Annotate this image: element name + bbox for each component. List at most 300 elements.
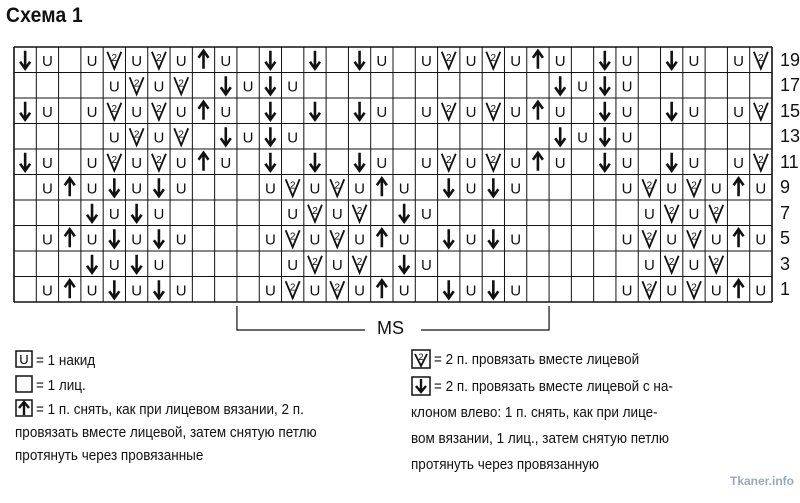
svg-text:2: 2 — [713, 256, 720, 268]
yo-symbol: U — [42, 52, 53, 70]
chart-cell-symbol — [109, 257, 120, 274]
svg-text:2: 2 — [445, 154, 452, 166]
chart-cell-symbol — [354, 231, 365, 248]
chart-cell-symbol — [310, 180, 321, 197]
yo-symbol: U — [710, 282, 722, 300]
chart-cell-symbol — [42, 104, 53, 121]
chart-cell-symbol — [131, 180, 142, 197]
svg-text:2: 2 — [312, 205, 318, 217]
svg-text:2: 2 — [490, 103, 497, 115]
yo-symbol: U — [688, 256, 700, 274]
chart-cell-symbol — [176, 53, 187, 70]
chart-cell-symbol — [20, 102, 30, 120]
chart-cell-symbol — [132, 255, 142, 273]
chart-cell-symbol — [689, 104, 700, 121]
chart-cell-symbol — [354, 282, 365, 299]
yo-symbol: U — [554, 103, 566, 121]
chart-cell-symbol — [353, 205, 367, 222]
yo-symbol: U — [42, 154, 53, 172]
chart-cell-symbol — [65, 280, 75, 298]
yo-symbol: U — [86, 180, 98, 198]
chart-cell-symbol — [376, 53, 387, 70]
chart-cell-symbol — [65, 229, 75, 247]
yo-symbol: U — [465, 154, 477, 172]
chart-cell-symbol — [734, 229, 744, 247]
chart-cell-symbol — [711, 180, 722, 197]
legend-ssk-line3: вом вязании, 1 лиц., затем снятую петлю — [411, 430, 670, 447]
row-number: 17 — [780, 75, 800, 96]
yo-symbol: U — [510, 282, 522, 300]
yo-symbol: U — [621, 52, 633, 70]
chart-cell-symbol — [130, 77, 144, 94]
chart-cell-symbol — [600, 51, 610, 69]
yo-symbol: U — [354, 282, 365, 300]
yo-symbol: U — [398, 231, 410, 249]
yo-symbol: U — [264, 231, 276, 249]
chart-cell-symbol — [510, 180, 521, 197]
yo-symbol: U — [220, 154, 232, 172]
yo-symbol: U — [309, 282, 321, 300]
svg-text:2: 2 — [312, 256, 318, 268]
chart-cell-symbol — [243, 78, 254, 95]
chart-cell-symbol — [107, 154, 121, 171]
yo-symbol: U — [131, 180, 143, 198]
chart-cell-symbol — [711, 231, 722, 248]
chart-cell-symbol — [220, 53, 231, 70]
chart-cell-symbol — [755, 282, 766, 299]
svg-text:2: 2 — [646, 180, 653, 192]
svg-text:2: 2 — [758, 52, 764, 64]
chart-cell-symbol — [176, 155, 187, 172]
yo-symbol: U — [153, 205, 165, 223]
yo-symbol: U — [510, 180, 522, 198]
chart-cell-symbol — [421, 257, 432, 274]
svg-text:2: 2 — [111, 103, 118, 115]
yo-symbol: U — [554, 154, 566, 172]
chart-cell-symbol — [622, 180, 633, 197]
chart-cell-symbol — [667, 51, 677, 69]
chart-cell-symbol — [733, 53, 744, 70]
chart-cell-symbol — [330, 179, 344, 196]
chart-cell-symbol — [733, 104, 744, 121]
chart-cell-symbol — [308, 256, 322, 273]
yo-symbol: U — [510, 103, 522, 121]
chart-cell-symbol — [287, 129, 298, 146]
chart-cell-symbol — [510, 155, 521, 172]
yo-symbol: U — [131, 282, 143, 300]
chart-cell-symbol — [466, 231, 477, 248]
yo-symbol: U — [733, 154, 744, 172]
chart-cell-symbol — [486, 154, 500, 171]
svg-text:2: 2 — [111, 52, 118, 64]
chart-cell-symbol — [442, 154, 456, 171]
chart-cell-symbol — [666, 180, 677, 197]
chart-cell-symbol — [667, 153, 677, 171]
svg-text:2: 2 — [691, 282, 697, 294]
chart-cell-symbol — [555, 76, 565, 94]
yo-symbol: U — [264, 282, 276, 300]
yo-symbol: U — [86, 154, 98, 172]
yo-symbol: U — [577, 129, 588, 147]
yo-symbol: U — [666, 282, 678, 300]
yo-symbol: U — [621, 154, 633, 172]
svg-text:2: 2 — [445, 103, 452, 115]
chart-cell-symbol — [754, 154, 768, 171]
svg-text:2: 2 — [334, 180, 341, 192]
chart-title: Схема 1 — [6, 4, 83, 27]
chart-cell-symbol — [265, 282, 276, 299]
yo-symbol: U — [287, 205, 299, 223]
yo-symbol: U — [175, 103, 187, 121]
chart-cell-symbol — [622, 231, 633, 248]
chart-cell-symbol — [622, 129, 633, 146]
yo-symbol: U — [242, 129, 254, 147]
svg-text:2: 2 — [356, 205, 363, 217]
chart-cell-symbol — [755, 231, 766, 248]
chart-cell-symbol — [665, 205, 679, 222]
chart-cell-symbol — [286, 281, 300, 298]
svg-text:2: 2 — [445, 52, 452, 64]
ms-label: MS — [377, 318, 404, 338]
chart-cell-symbol — [622, 53, 633, 70]
chart-cell-symbol — [533, 153, 543, 171]
chart-cell-symbol — [555, 104, 566, 121]
svg-text:U: U — [19, 352, 29, 367]
chart-cell-symbol — [510, 104, 521, 121]
yo-symbol: U — [421, 103, 432, 121]
yo-symbol: U — [175, 231, 187, 249]
chart-cell-symbol — [221, 127, 231, 145]
yo-symbol: U — [554, 52, 566, 70]
chart-cell-symbol — [466, 53, 477, 70]
chart-cell-symbol — [689, 257, 700, 274]
chart-cell-symbol — [109, 129, 120, 146]
chart-cell-symbol — [442, 103, 456, 120]
chart-cell-symbol — [330, 281, 344, 298]
chart-cell-symbol — [600, 153, 610, 171]
legend-ssk-line4: протянуть через провязанную — [411, 456, 600, 473]
chart-cell-symbol — [130, 128, 144, 145]
chart-cell-symbol — [287, 206, 298, 223]
row-number: 15 — [780, 100, 800, 121]
yo-symbol: U — [621, 231, 633, 249]
yo-symbol: U — [153, 129, 165, 147]
yo-symbol: U — [42, 103, 53, 121]
chart-cell-symbol — [42, 53, 53, 70]
yo-symbol: U — [287, 78, 299, 96]
chart-cell-symbol — [131, 104, 142, 121]
chart-cell-symbol — [154, 280, 164, 298]
svg-text:2: 2 — [691, 180, 697, 192]
chart-cell-symbol — [286, 230, 300, 247]
chart-cell-symbol — [243, 129, 254, 146]
chart-cell-symbol — [689, 53, 700, 70]
yo-symbol: U — [643, 256, 655, 274]
yo-symbol: U — [465, 52, 477, 70]
yo-symbol: U — [108, 129, 120, 147]
svg-text:2: 2 — [334, 231, 341, 243]
chart-cell-symbol — [399, 204, 409, 222]
chart-cell-symbol — [734, 178, 744, 196]
chart-cell-symbol — [286, 179, 300, 196]
chart-cell-symbol — [310, 231, 321, 248]
chart-cell-symbol — [687, 179, 701, 196]
chart-cell-symbol — [265, 153, 275, 171]
chart-cell-symbol — [665, 256, 679, 273]
chart-cell-symbol — [444, 280, 454, 298]
chart-cell-symbol — [220, 155, 231, 172]
chart-cell-symbol — [109, 206, 120, 223]
svg-text:2: 2 — [758, 103, 764, 115]
legend-yo: = 1 накид — [36, 352, 96, 369]
yo-symbol: U — [510, 231, 522, 249]
yo-symbol: U — [354, 231, 365, 249]
svg-text:2: 2 — [334, 282, 341, 294]
svg-text:2: 2 — [668, 256, 675, 268]
chart-cell-symbol — [466, 180, 477, 197]
chart-cell-symbol — [87, 180, 98, 197]
svg-text:2: 2 — [356, 256, 363, 268]
chart-cell-symbol — [642, 230, 656, 247]
chart-cell-symbol — [199, 51, 209, 69]
chart-cell-symbol — [355, 153, 365, 171]
yo-symbol: U — [131, 52, 143, 70]
chart-cell-symbol — [20, 51, 30, 69]
svg-text:2: 2 — [178, 78, 184, 90]
svg-text:2: 2 — [646, 231, 653, 243]
chart-cell-symbol — [644, 206, 655, 223]
yo-symbol: U — [465, 282, 477, 300]
chart-cell-symbol — [65, 178, 75, 196]
chart-cell-symbol — [622, 282, 633, 299]
yo-symbol: U — [86, 52, 98, 70]
chart-cell-symbol — [733, 155, 744, 172]
chart-cell-symbol — [377, 229, 387, 247]
chart-cell-symbol — [421, 206, 432, 223]
yo-symbol: U — [755, 231, 767, 249]
yo-symbol: U — [131, 231, 143, 249]
yo-symbol: U — [86, 231, 98, 249]
chart-cell-symbol — [533, 102, 543, 120]
yo-symbol: U — [577, 78, 588, 96]
chart-cell-symbol — [310, 51, 320, 69]
yo-symbol: U — [108, 256, 120, 274]
legend-knit: = 1 лиц. — [36, 377, 86, 394]
chart-cell-symbol — [754, 52, 768, 69]
chart-cell-symbol — [265, 231, 276, 248]
chart-cell-symbol — [399, 180, 410, 197]
chart-cell-symbol — [109, 178, 119, 196]
yo-symbol: U — [309, 180, 321, 198]
chart-cell-symbol — [265, 51, 275, 69]
yo-symbol: U — [131, 154, 143, 172]
yo-symbol: U — [108, 205, 120, 223]
svg-text:2: 2 — [289, 282, 296, 294]
chart-cell-symbol — [87, 204, 97, 222]
yo-symbol: U — [175, 180, 187, 198]
chart-cell-symbol — [310, 102, 320, 120]
yo-symbol: U — [755, 180, 767, 198]
svg-text:2: 2 — [418, 352, 424, 362]
yo-symbol: U — [309, 231, 321, 249]
yo-symbol: U — [131, 103, 143, 121]
yo-symbol: U — [175, 154, 187, 172]
chart-cell-symbol — [600, 127, 610, 145]
svg-text:2: 2 — [156, 103, 162, 115]
svg-text:2: 2 — [713, 205, 720, 217]
chart-cell-symbol — [109, 229, 119, 247]
chart-cell-symbol — [265, 127, 275, 145]
chart-cell-symbol — [87, 231, 98, 248]
yo-symbol: U — [465, 180, 477, 198]
yo-symbol: U — [331, 256, 343, 274]
yo-symbol: U — [264, 180, 276, 198]
chart-cell-symbol — [152, 154, 166, 171]
chart-cell-symbol — [174, 128, 188, 145]
chart-cell-symbol — [87, 282, 98, 299]
chart-cell-symbol — [109, 280, 119, 298]
chart-cell-symbol — [444, 229, 454, 247]
svg-text:2: 2 — [289, 231, 296, 243]
chart-cell-symbol — [132, 204, 142, 222]
chart-cell-symbol — [709, 205, 723, 222]
yo-symbol: U — [108, 78, 120, 96]
chart-cell-symbol — [131, 282, 142, 299]
legend-sk2p-line2: провязать вместе лицевой, затем снятую петлю — [15, 424, 317, 441]
ssk-symbol-icon — [411, 376, 431, 396]
yo-symbol: U — [153, 256, 165, 274]
chart-cell-symbol — [642, 179, 656, 196]
chart-cell-symbol — [709, 256, 723, 273]
yo-symbol: U — [242, 78, 254, 96]
chart-cell-symbol — [42, 231, 53, 248]
svg-text:2: 2 — [668, 205, 675, 217]
yo-symbol: U — [376, 103, 388, 121]
yo-symbol: U — [398, 282, 410, 300]
row-number: 7 — [780, 202, 791, 223]
chart-cell-symbol — [666, 282, 677, 299]
chart-cell-symbol — [376, 155, 387, 172]
yo-symbol: U — [621, 282, 633, 300]
chart-cell-symbol — [486, 103, 500, 120]
svg-text:2: 2 — [156, 154, 162, 166]
chart-cell-symbol — [42, 282, 53, 299]
yo-symbol: U — [398, 180, 410, 198]
chart-cell-symbol — [689, 155, 700, 172]
chart-cell-symbol — [153, 78, 164, 95]
chart-cell-symbol — [488, 229, 498, 247]
chart-cell-symbol — [131, 231, 142, 248]
chart-cell-symbol — [42, 180, 53, 197]
yo-symbol: U — [733, 103, 744, 121]
chart-cell-symbol — [107, 52, 121, 69]
yo-symbol: U — [666, 231, 678, 249]
chart-cell-symbol — [644, 257, 655, 274]
yo-symbol: U — [175, 52, 187, 70]
svg-text:2: 2 — [178, 129, 184, 141]
chart-cell-symbol — [376, 104, 387, 121]
chart-cell-symbol — [666, 231, 677, 248]
chart-cell-symbol — [442, 52, 456, 69]
yo-symbol: U — [621, 180, 633, 198]
chart-cell-symbol — [555, 53, 566, 70]
row-number: 13 — [780, 126, 800, 147]
chart-cell-symbol — [87, 104, 98, 121]
chart-cell-symbol — [510, 282, 521, 299]
yo-symbol: U — [510, 154, 522, 172]
svg-text:2: 2 — [111, 154, 118, 166]
row-number: 19 — [780, 49, 800, 70]
yo-symbol: U — [42, 180, 53, 198]
chart-cell-symbol — [600, 102, 610, 120]
chart-cell-symbol — [152, 103, 166, 120]
chart-cell-symbol — [421, 53, 432, 70]
yo-symbol-icon — [15, 350, 33, 368]
chart-cell-symbol — [754, 103, 768, 120]
svg-text:2: 2 — [289, 180, 296, 192]
yo-symbol: U — [710, 180, 722, 198]
chart-cell-symbol — [131, 155, 142, 172]
chart-cell-symbol — [131, 53, 142, 70]
chart-cell-symbol — [667, 102, 677, 120]
yo-symbol: U — [86, 103, 98, 121]
row-number: 1 — [780, 279, 791, 300]
chart-cell-symbol — [689, 206, 700, 223]
yo-symbol: U — [376, 154, 388, 172]
yo-symbol: U — [42, 231, 53, 249]
chart-cell-symbol — [444, 178, 454, 196]
row-number: 3 — [780, 253, 791, 274]
chart-cell-symbol — [711, 282, 722, 299]
chart-cell-symbol — [176, 180, 187, 197]
svg-text:2: 2 — [758, 154, 764, 166]
svg-text:2: 2 — [691, 231, 697, 243]
chart-cell-symbol — [308, 205, 322, 222]
chart-cell-symbol — [533, 51, 543, 69]
chart-cell-symbol — [642, 281, 656, 298]
chart-cell-symbol — [355, 51, 365, 69]
chart-cell-symbol — [577, 78, 588, 95]
legend-sk2p-line3: протянуть через провязанные — [15, 447, 204, 464]
chart-cell-symbol — [265, 102, 275, 120]
yo-symbol: U — [688, 52, 700, 70]
yo-symbol: U — [688, 103, 700, 121]
yo-symbol: U — [287, 129, 299, 147]
chart-cell-symbol — [152, 52, 166, 69]
chart-cell-symbol — [687, 281, 701, 298]
chart-cell-symbol — [510, 53, 521, 70]
yo-symbol: U — [465, 231, 477, 249]
chart-cell-symbol — [153, 257, 164, 274]
watermark: Tkaner.info — [729, 474, 794, 488]
chart-cell-symbol — [600, 76, 610, 94]
yo-symbol: U — [175, 282, 187, 300]
chart-cell-symbol — [221, 76, 231, 94]
yo-symbol: U — [688, 154, 700, 172]
row-number: 9 — [780, 177, 791, 198]
yo-symbol: U — [421, 52, 432, 70]
yo-symbol: U — [86, 282, 98, 300]
yo-symbol: U — [465, 103, 477, 121]
yo-symbol: U — [354, 180, 365, 198]
chart-cell-symbol — [330, 230, 344, 247]
yo-symbol: U — [688, 205, 700, 223]
chart-cell-symbol — [355, 102, 365, 120]
chart-cell-symbol — [399, 231, 410, 248]
chart-cell-symbol — [154, 178, 164, 196]
chart-cell-symbol — [153, 129, 164, 146]
chart-cell-symbol — [153, 206, 164, 223]
